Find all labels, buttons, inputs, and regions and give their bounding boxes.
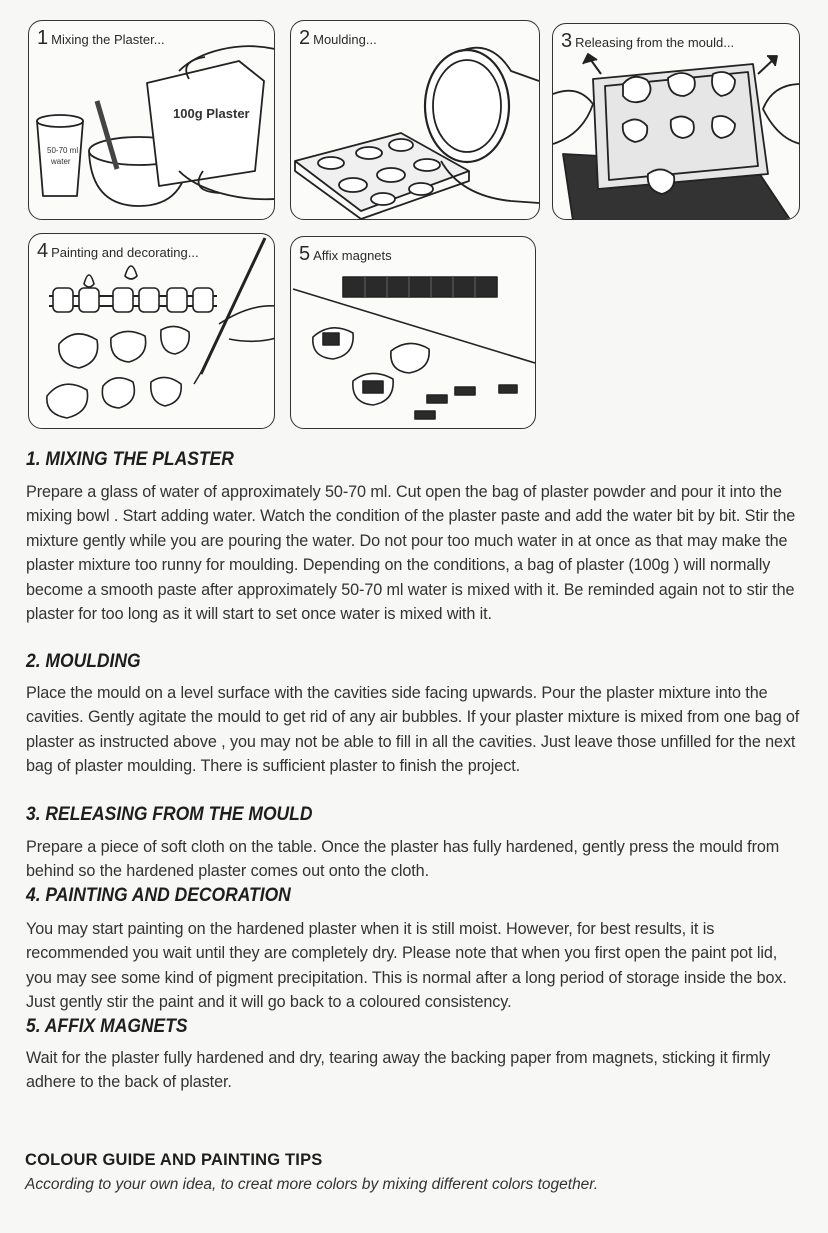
moulding-illustration-icon [291, 21, 540, 220]
section-heading-releasing: 3. RELEASING FROM THE MOULD [26, 804, 313, 825]
panel-caption: 3 Releasing from the mould... [561, 30, 735, 52]
illustration-magnets [290, 236, 536, 429]
section-body-mixing: Prepare a glass of water of approximately 50-70 ml. Cut open the bag of plaster powder and pour it into the mixing bowl . Start adding water. Watch the condition of the plaster paste and add the water bit by bit. Stir the mixture gently while you are pouring the water. Do not pour too much water in at once as that may make the plaster mixture too runny for moulding. Depending on the conditions, a bag of plaster (100g ) will normally become a smooth paste after approximately 50-70 ml water is mixed with it. Be reminded again not to stir the plaster for too long as it will start to set once water is mixed with it. [26, 483, 796, 624]
section-heading-mixing: 1. MIXING THE PLASTER [26, 449, 234, 470]
section-heading-moulding: 2. MOULDING [26, 651, 141, 672]
bag-label: 100g Plaster [173, 106, 250, 121]
section-body-releasing: Prepare a piece of soft cloth on the table. Once the plaster has fully hardened, gently press the mould from behind so the hardened plaster comes out onto the cloth. [26, 838, 780, 881]
painting-illustration-icon [29, 234, 275, 429]
illustration-painting [28, 233, 275, 429]
section-body-painting: You may start painting on the hardened plaster when it is still moist. However, for best results, it is recommended you wait until they are completely dry. Please note that when you first open the paint pot lid, you may see some kind of pigment precipitation. This is normal after a long period of storage inside the box. Just gently stir the paint and it will go back to a coloured consistency. [26, 920, 787, 1012]
mixing-illustration-icon [29, 21, 275, 220]
section-body-magnets: Wait for the plaster fully hardened and dry, tearing away the backing paper from magnets, sticking it firmly adhere to the back of plaster. [26, 1049, 771, 1092]
colour-guide-title: COLOUR GUIDE AND PAINTING TIPS [25, 1151, 323, 1169]
panel-caption: 4 Painting and decorating... [37, 240, 199, 262]
illustration-moulding [290, 20, 540, 220]
illustration-releasing [552, 23, 800, 220]
section-heading-magnets: 5. AFFIX MAGNETS [26, 1016, 188, 1037]
section-body-moulding: Place the mould on a level surface with the cavities side facing upwards. Pour the plaster mixture into the cavities. Gently agitate the mould to get rid of any air bubbles. If your plaster mixture is mixed from one bag of plaster as instructed above , you may not be able to fill in all the cavities. Just leave those unfilled for the next bag of plaster moulding. There is sufficient plaster to finish the project. [26, 684, 800, 776]
glass-label-line1: 50-70 ml [47, 146, 79, 155]
section-heading-painting: 4. PAINTING AND DECORATION [26, 885, 291, 906]
panel-caption: 2 Moulding... [299, 27, 377, 49]
glass-label-line2: water [51, 157, 71, 166]
panel-caption: 5 Affix magnets [299, 243, 392, 265]
colour-guide-text: According to your own idea, to creat more colors by mixing different colors together. [25, 1176, 599, 1193]
panel-caption: 1 Mixing the Plaster... [37, 27, 165, 49]
illustration-mixing-plaster [28, 20, 275, 220]
releasing-illustration-icon [553, 24, 800, 220]
